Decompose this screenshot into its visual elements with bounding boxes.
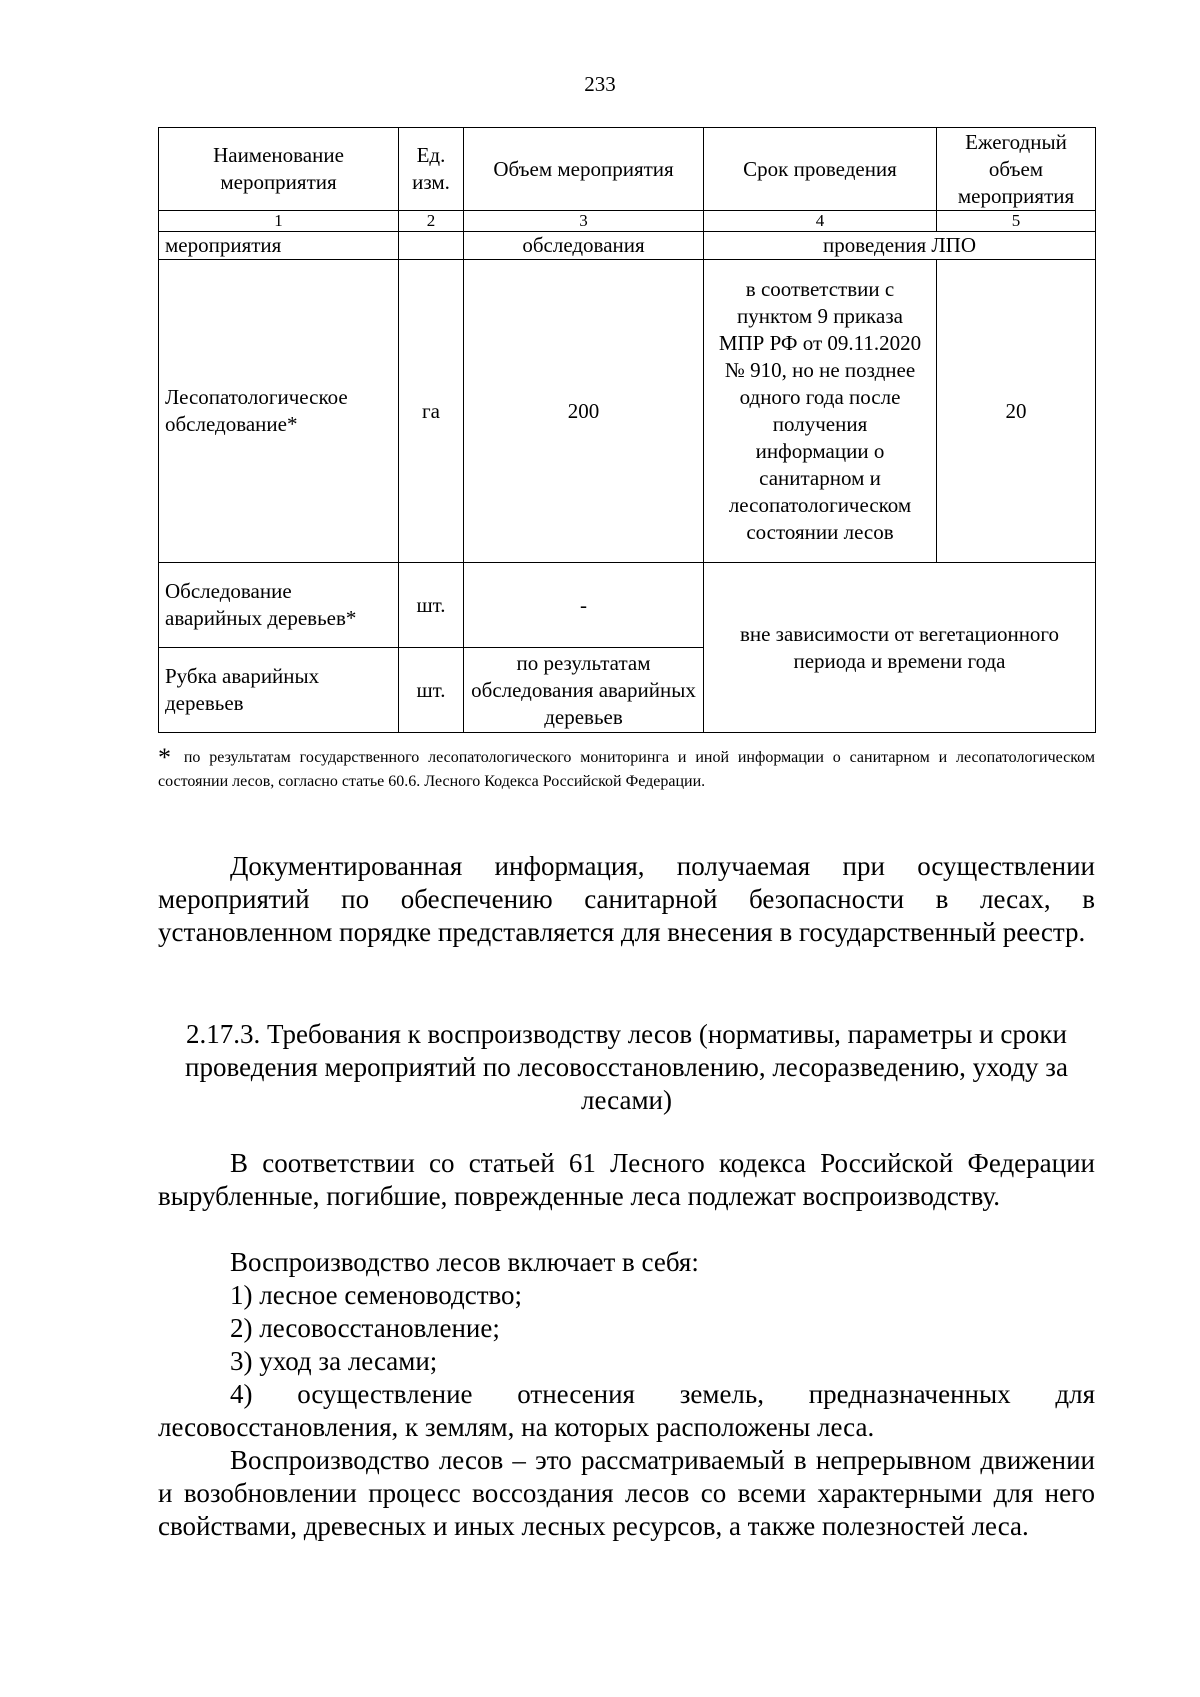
table-cell: шт. [399, 648, 464, 733]
table-cell: по результатам обследования аварийных деревьев [464, 648, 704, 733]
table-cell: проведения ЛПО [704, 232, 1096, 260]
column-number-row [159, 211, 1096, 232]
table-footnote [158, 743, 1096, 794]
column-number: 4 [704, 211, 937, 232]
table-cell: га [399, 260, 464, 563]
list-intro: Воспроизводство лесов включает в себя: [230, 1247, 699, 1277]
table-cell: в соответствии с пунктом 9 приказа МПР РФ от 09.11.2020 № 910, но не позднее одного года после получения информации о санитарном и лесопатологическом состоянии лесов [704, 260, 937, 563]
header-cell: Ежегодный объем мероприятия [937, 128, 1096, 211]
page-number: 233 [584, 72, 616, 96]
table-cell: обследования [464, 232, 704, 260]
footnote-marker: * [158, 743, 171, 772]
table-header-row [159, 128, 1096, 211]
column-number: 3 [464, 211, 704, 232]
table-cell: - [464, 563, 704, 648]
list-item: 2) лесовосстановление; [230, 1313, 500, 1343]
column-number: 1 [159, 211, 399, 232]
list-item: 3) уход за лесами; [230, 1346, 438, 1376]
header-cell: Срок проведения [704, 128, 937, 211]
list-item: 1) лесное семеноводство; [230, 1280, 523, 1310]
table-row [159, 232, 1096, 260]
table-cell: Обследование аварийных деревьев* [159, 563, 399, 648]
table-row [159, 563, 1096, 648]
table-cell: 20 [937, 260, 1096, 563]
table-cell: Лесопатологическое обследование* [159, 260, 399, 563]
footnote-text: по результатам государственного лесопатологического мониторинга и иной информации о санитарном и лесопатологическом состоянии лесов, согласно статье 60.6. Лесного Кодекса Российской Федерации. [158, 749, 1096, 790]
table-cell: шт. [399, 563, 464, 648]
table-cell: мероприятия [159, 232, 399, 260]
table-row [159, 260, 1096, 563]
paragraph: Воспроизводство лесов – это рассматриваемый в непрерывном движении и возобновлении процесс воссоздания лесов со всеми характерными для него свойствами, древесных и иных лесных ресурсов, а также полезностей леса. [158, 1445, 1095, 1541]
section-heading: 2.17.3. Требования к воспроизводству лесов (нормативы, параметры и сроки проведения мероприятий по лесовосстановлению, лесоразведению, уходу за лесами) [185, 1019, 1068, 1115]
column-number: 5 [937, 211, 1096, 232]
header-cell: Ед. изм. [399, 128, 464, 211]
measures-table [158, 127, 1096, 733]
paragraph: Документированная информация, получаемая при осуществлении мероприятий по обеспечению санитарной безопасности в лесах, в установленном порядке представляется для внесения в государственный реестр. [158, 851, 1095, 947]
list-item: 4) осуществление отнесения земель, предназначенных для лесовосстановления, к землям, на которых расположены леса. [158, 1379, 1095, 1442]
table-cell: Рубка аварийных деревьев [159, 648, 399, 733]
table-cell [399, 232, 464, 260]
header-cell: Объем мероприятия [464, 128, 704, 211]
table-cell: вне зависимости от вегетационного периода и времени года [704, 563, 1096, 733]
table-cell: 200 [464, 260, 704, 563]
column-number: 2 [399, 211, 464, 232]
paragraph: В соответствии со статьей 61 Лесного кодекса Российской Федерации вырубленные, погибшие, поврежденные леса подлежат воспроизводству. [158, 1148, 1095, 1211]
header-cell: Наименование мероприятия [159, 128, 399, 211]
